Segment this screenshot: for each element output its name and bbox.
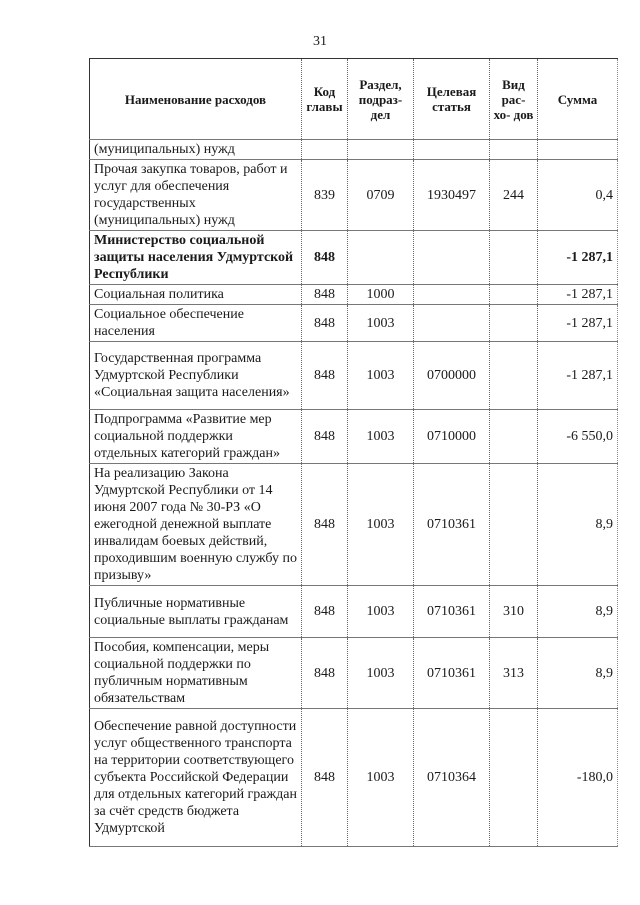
cell-amount	[538, 140, 618, 160]
table-header-row	[90, 59, 618, 140]
cell-name: Министерство социальной защиты населения Удмуртской Республики	[90, 231, 302, 285]
cell-article: 0710361	[414, 586, 490, 638]
cell-section: 1003	[348, 305, 414, 342]
cell-type	[490, 410, 538, 464]
table-row	[90, 342, 618, 410]
cell-name: Обеспечение равной доступности услуг общественного транспорта на территории соответствующего субъекта Российской Федерации для отдельных категорий граждан за счёт средств бюджета Удмуртской	[90, 709, 302, 847]
expenditure-table	[89, 58, 618, 847]
cell-chapter: 848	[302, 638, 348, 709]
cell-amount: -1 287,1	[538, 231, 618, 285]
cell-name: (муниципальных) нужд	[90, 140, 302, 160]
cell-amount: -1 287,1	[538, 342, 618, 410]
header-name: Наименование расходов	[90, 59, 302, 140]
cell-type: 244	[490, 160, 538, 231]
cell-section	[348, 231, 414, 285]
cell-name: Подпрограмма «Развитие мер социальной поддержки отдельных категорий граждан»	[90, 410, 302, 464]
cell-amount: 0,4	[538, 160, 618, 231]
cell-section	[348, 140, 414, 160]
cell-chapter: 839	[302, 160, 348, 231]
cell-amount: 8,9	[538, 638, 618, 709]
cell-chapter	[302, 140, 348, 160]
cell-name: Пособия, компенсации, меры социальной поддержки по публичным нормативным обязательствам	[90, 638, 302, 709]
cell-amount: -180,0	[538, 709, 618, 847]
table-row	[90, 638, 618, 709]
cell-article: 0710364	[414, 709, 490, 847]
cell-amount: -6 550,0	[538, 410, 618, 464]
table-row	[90, 464, 618, 586]
header-target-article: Целевая статья	[414, 59, 490, 140]
cell-amount: 8,9	[538, 586, 618, 638]
cell-section: 0709	[348, 160, 414, 231]
table-body	[90, 140, 618, 847]
table-row	[90, 709, 618, 847]
header-section: Раздел, подраз- дел	[348, 59, 414, 140]
cell-type	[490, 342, 538, 410]
cell-type	[490, 464, 538, 586]
page-number: 31	[313, 34, 327, 49]
cell-article: 0710361	[414, 464, 490, 586]
cell-section: 1000	[348, 285, 414, 305]
cell-name: Социальное обеспечение населения	[90, 305, 302, 342]
table-row	[90, 586, 618, 638]
cell-name: На реализацию Закона Удмуртской Республики от 14 июня 2007 года № 30-РЗ «О ежегодной денежной выплате инвалидам боевых действий, проходившим военную службу по призыву»	[90, 464, 302, 586]
cell-name: Государственная программа Удмуртской Республики «Социальная защита населения»	[90, 342, 302, 410]
cell-chapter: 848	[302, 464, 348, 586]
cell-amount: 8,9	[538, 464, 618, 586]
cell-article	[414, 231, 490, 285]
cell-amount: -1 287,1	[538, 285, 618, 305]
cell-article: 0710361	[414, 638, 490, 709]
cell-type	[490, 285, 538, 305]
cell-name: Публичные нормативные социальные выплаты гражданам	[90, 586, 302, 638]
header-chapter-code: Код главы	[302, 59, 348, 140]
table-row	[90, 140, 618, 160]
cell-article: 0700000	[414, 342, 490, 410]
table-row	[90, 231, 618, 285]
cell-article: 0710000	[414, 410, 490, 464]
cell-chapter: 848	[302, 342, 348, 410]
cell-section: 1003	[348, 586, 414, 638]
cell-name: Прочая закупка товаров, работ и услуг для обеспечения государственных (муниципальных) нужд	[90, 160, 302, 231]
header-expense-type: Вид рас- хо- дов	[490, 59, 538, 140]
cell-type: 313	[490, 638, 538, 709]
cell-type: 310	[490, 586, 538, 638]
table-row	[90, 160, 618, 231]
cell-chapter: 848	[302, 305, 348, 342]
cell-type	[490, 709, 538, 847]
table-row	[90, 285, 618, 305]
cell-section: 1003	[348, 709, 414, 847]
cell-section: 1003	[348, 638, 414, 709]
header-amount: Сумма	[538, 59, 618, 140]
cell-type	[490, 305, 538, 342]
cell-type	[490, 231, 538, 285]
cell-chapter: 848	[302, 709, 348, 847]
table-row	[90, 410, 618, 464]
cell-chapter: 848	[302, 285, 348, 305]
cell-chapter: 848	[302, 410, 348, 464]
table-row	[90, 305, 618, 342]
cell-name: Социальная политика	[90, 285, 302, 305]
cell-section: 1003	[348, 342, 414, 410]
cell-article	[414, 285, 490, 305]
cell-article	[414, 140, 490, 160]
cell-amount: -1 287,1	[538, 305, 618, 342]
cell-chapter: 848	[302, 231, 348, 285]
cell-section: 1003	[348, 410, 414, 464]
cell-article: 1930497	[414, 160, 490, 231]
cell-type	[490, 140, 538, 160]
cell-section: 1003	[348, 464, 414, 586]
cell-article	[414, 305, 490, 342]
cell-chapter: 848	[302, 586, 348, 638]
